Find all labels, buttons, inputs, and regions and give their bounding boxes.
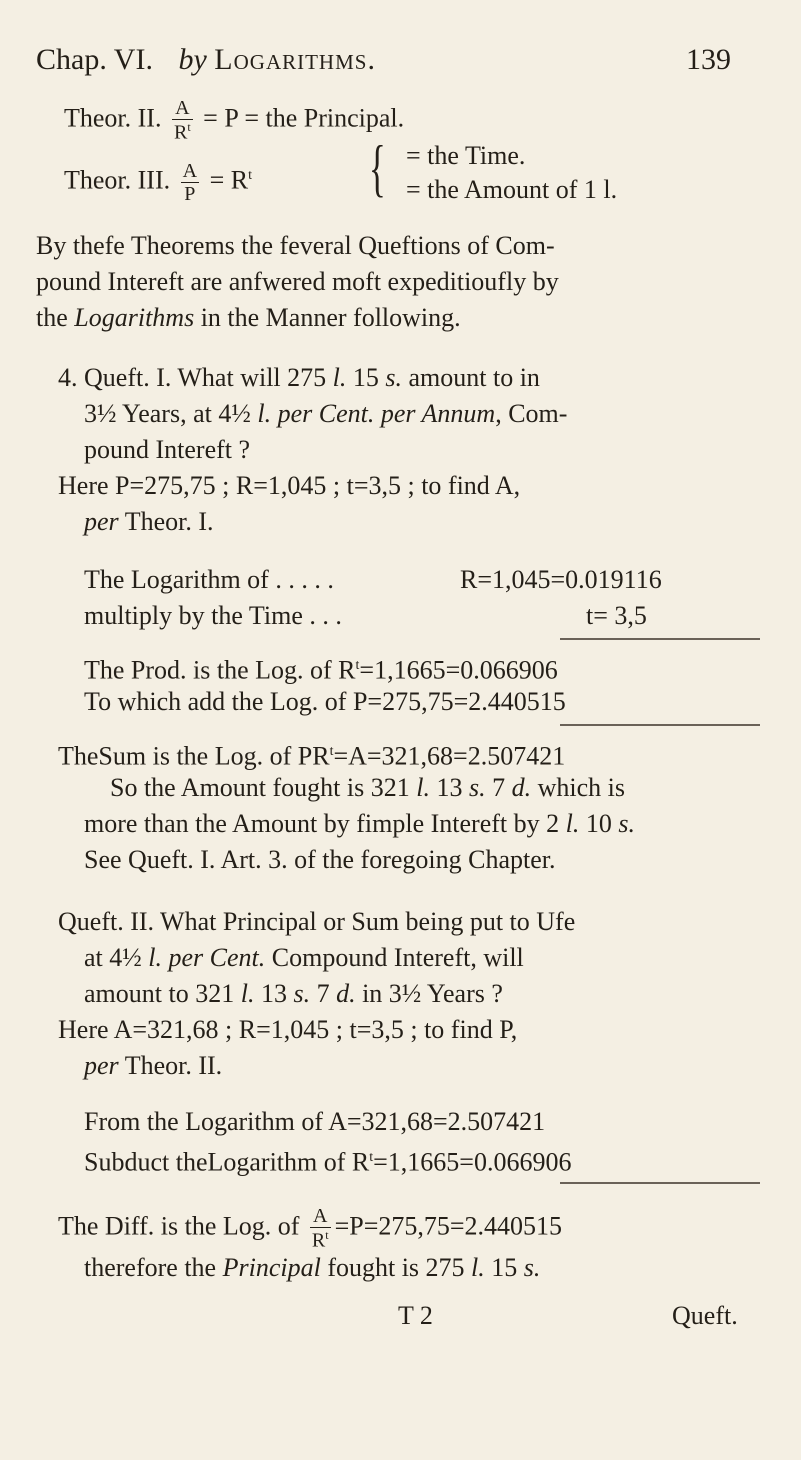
q2-rule bbox=[560, 1182, 760, 1184]
intro-line-2: pound Intereft are anfwered moft expeditioufly by bbox=[36, 267, 559, 296]
theorem-3-exponent: t bbox=[248, 168, 252, 183]
q2-calc-3-value: =P=275,75=2.440515 bbox=[334, 1211, 563, 1241]
page-number: 139 bbox=[686, 43, 731, 76]
q2-line-3 bbox=[84, 978, 503, 1010]
q1-result-2 bbox=[84, 808, 635, 840]
q2-calc-3-label: The Diff. is the Log. of bbox=[58, 1211, 300, 1241]
q1-calc-5-exponent: t bbox=[329, 744, 334, 759]
q1-line-1 bbox=[58, 362, 540, 394]
theorem-2-den-base: R bbox=[173, 121, 188, 144]
q2-line-4: Here A=321,68 ; R=1,045 ; t=3,5 ; to find P, bbox=[58, 1015, 518, 1044]
theorem-3-line-1: = the Time. bbox=[406, 141, 526, 170]
theorem-3-line-2 bbox=[406, 174, 617, 206]
q1-line-2-c: , Com- bbox=[495, 399, 568, 428]
q2-line-3-a: amount to 321 bbox=[84, 979, 241, 1008]
q1-result-pounds: l. bbox=[416, 773, 430, 802]
theorem-2-rest: = P = the Principal. bbox=[203, 103, 405, 133]
q2-line-3-e: 7 bbox=[310, 979, 337, 1008]
theorem-3-numerator: A bbox=[182, 160, 198, 183]
q1-result-1-c: 13 bbox=[429, 773, 469, 802]
q1-calc-5-label: TheSum is the Log. of PR bbox=[58, 741, 330, 771]
q1-result-1 bbox=[110, 772, 625, 804]
q1-line-1-a: 4. Queft. I. What will 275 bbox=[58, 363, 333, 392]
q1-calc-3-label: The Prod. is the Log. of R bbox=[84, 655, 356, 685]
q1-result-2-pounds: l. bbox=[565, 809, 580, 838]
q2-result-e: 15 bbox=[484, 1253, 524, 1282]
q1-calc-3-value: =1,1665=0.066906 bbox=[359, 655, 558, 685]
q2-result-c: fought is 275 bbox=[320, 1253, 472, 1282]
q1-rule-2 bbox=[560, 724, 760, 726]
q1-per-cent-per-annum: l. per Cent. per Annum bbox=[257, 399, 496, 428]
theorem-2-fraction bbox=[172, 98, 193, 143]
running-header bbox=[36, 42, 376, 78]
theorem-2-denominator bbox=[172, 119, 193, 143]
theorem-3-denominator: P bbox=[181, 182, 199, 204]
q2-calc-3-fraction bbox=[310, 1206, 331, 1251]
q2-calc-3 bbox=[58, 1206, 562, 1251]
q2-result bbox=[84, 1252, 540, 1284]
q2-calc-2-exponent: t bbox=[369, 1150, 374, 1165]
q2-line-2 bbox=[84, 942, 524, 974]
q1-calc-3-exponent: t bbox=[355, 658, 360, 673]
q2-calc-1: From the Logarithm of A=321,68=2.507421 bbox=[84, 1107, 546, 1136]
q1-calc-3 bbox=[84, 650, 558, 687]
intro-line-3-a: the bbox=[36, 303, 75, 332]
q2-per-cent: l. per Cent. bbox=[148, 943, 266, 972]
q1-calc-5-value: =A=321,68=2.507421 bbox=[333, 741, 566, 771]
q2-result-shillings: s. bbox=[523, 1253, 541, 1282]
theorem-3-equals: = R bbox=[209, 165, 249, 195]
intro-line-3 bbox=[36, 302, 461, 334]
q2-calc-2 bbox=[84, 1142, 571, 1179]
q2-pence: d. bbox=[336, 979, 356, 1008]
q1-calc-2-label: multiply by the Time . . . bbox=[84, 601, 342, 630]
q2-line-3-g: in 3½ Years ? bbox=[355, 979, 503, 1008]
q1-pounds: l. bbox=[332, 363, 347, 392]
q2-shillings: s. bbox=[293, 979, 311, 1008]
theorem-2 bbox=[64, 98, 404, 143]
intro-line-1: By thefe Theorems the feveral Queftions of Com- bbox=[36, 231, 555, 260]
q1-line-4: Here P=275,75 ; R=1,045 ; t=3,5 ; to find A, bbox=[58, 471, 521, 500]
q2-per-italic: per bbox=[84, 1051, 119, 1080]
intro-line-3-c: in the Manner following. bbox=[194, 303, 461, 332]
signature-mark: T 2 bbox=[398, 1301, 433, 1330]
q1-line-5-b: Theor. I. bbox=[118, 507, 214, 536]
q2-calc-3-denominator bbox=[310, 1227, 331, 1251]
q2-result-a: therefore the bbox=[84, 1253, 223, 1282]
q1-per-italic: per bbox=[84, 507, 119, 536]
q1-line-1-c: 15 bbox=[346, 363, 386, 392]
q2-result-pounds: l. bbox=[471, 1253, 485, 1282]
q1-line-3: pound Intereft ? bbox=[84, 435, 251, 464]
q1-line-2 bbox=[84, 398, 567, 430]
q2-result-principal: Principal bbox=[222, 1253, 321, 1282]
q1-calc-5 bbox=[58, 736, 565, 773]
q2-pounds: l. bbox=[240, 979, 255, 1008]
theorem-3-line-2-text: = the Amount of 1 l. bbox=[406, 175, 618, 204]
q1-calc-2-value: t= 3,5 bbox=[586, 601, 647, 630]
theorem-3 bbox=[64, 160, 252, 204]
theorem-2-numerator: A bbox=[175, 97, 190, 119]
q1-result-3: See Queft. I. Art. 3. of the foregoing Chapter. bbox=[84, 845, 556, 874]
q1-rule-1 bbox=[560, 638, 760, 640]
q1-result-pence: d. bbox=[511, 773, 532, 802]
q2-calc-2-value: =1,1665=0.066906 bbox=[373, 1147, 572, 1177]
theorem-3-brace: { bbox=[368, 132, 386, 203]
theorem-2-den-exponent: t bbox=[187, 120, 191, 134]
header-by: by bbox=[178, 43, 207, 76]
q2-line-3-c: 13 bbox=[254, 979, 294, 1008]
q2-calc-3-numerator: A bbox=[313, 1205, 328, 1227]
q2-line-2-a: at 4½ bbox=[84, 943, 149, 972]
q1-result-shillings: s. bbox=[468, 773, 486, 802]
q1-calc-4: To which add the Log. of P=275,75=2.440515 bbox=[84, 687, 566, 716]
q2-calc-3-den-exponent: t bbox=[325, 1228, 329, 1242]
q1-result-2-shillings: s. bbox=[618, 809, 635, 838]
intro-logarithms-italic: Logarithms bbox=[74, 303, 195, 332]
theorem-2-label: Theor. II. bbox=[64, 103, 162, 133]
q1-line-1-e: amount to in bbox=[402, 363, 540, 392]
q1-result-1-g: which is bbox=[531, 773, 625, 802]
q1-result-1-a: So the Amount fought is 321 bbox=[110, 773, 417, 802]
q2-line-5-b: Theor. II. bbox=[118, 1051, 223, 1080]
theorem-3-label: Theor. III. bbox=[64, 165, 171, 195]
q1-shillings: s. bbox=[385, 363, 402, 392]
q2-line-2-c: Compound Intereft, will bbox=[265, 943, 524, 972]
q1-line-5 bbox=[84, 506, 214, 538]
q1-calc-1-value: R=1,045=0.019116 bbox=[460, 565, 662, 594]
q2-calc-2-label: Subduct theLogarithm of R bbox=[84, 1147, 370, 1177]
q2-line-1: Queft. II. What Principal or Sum being put to Ufe bbox=[58, 907, 576, 936]
q1-result-1-e: 7 bbox=[485, 773, 512, 802]
q1-calc-1-label: The Logarithm of . . . . . bbox=[84, 565, 334, 594]
header-title: Logarithms. bbox=[214, 43, 376, 76]
q1-result-2-c: 10 bbox=[579, 809, 619, 838]
catchword: Queft. bbox=[672, 1301, 738, 1330]
theorem-3-fraction bbox=[181, 161, 199, 204]
q2-line-5 bbox=[84, 1050, 222, 1082]
q1-line-2-a: 3½ Years, at 4½ bbox=[84, 399, 258, 428]
q1-result-2-a: more than the Amount by fimple Intereft by 2 bbox=[84, 809, 566, 838]
q2-calc-3-den-base: R bbox=[311, 1229, 326, 1252]
chapter-label: Chap. VI. bbox=[36, 43, 153, 76]
